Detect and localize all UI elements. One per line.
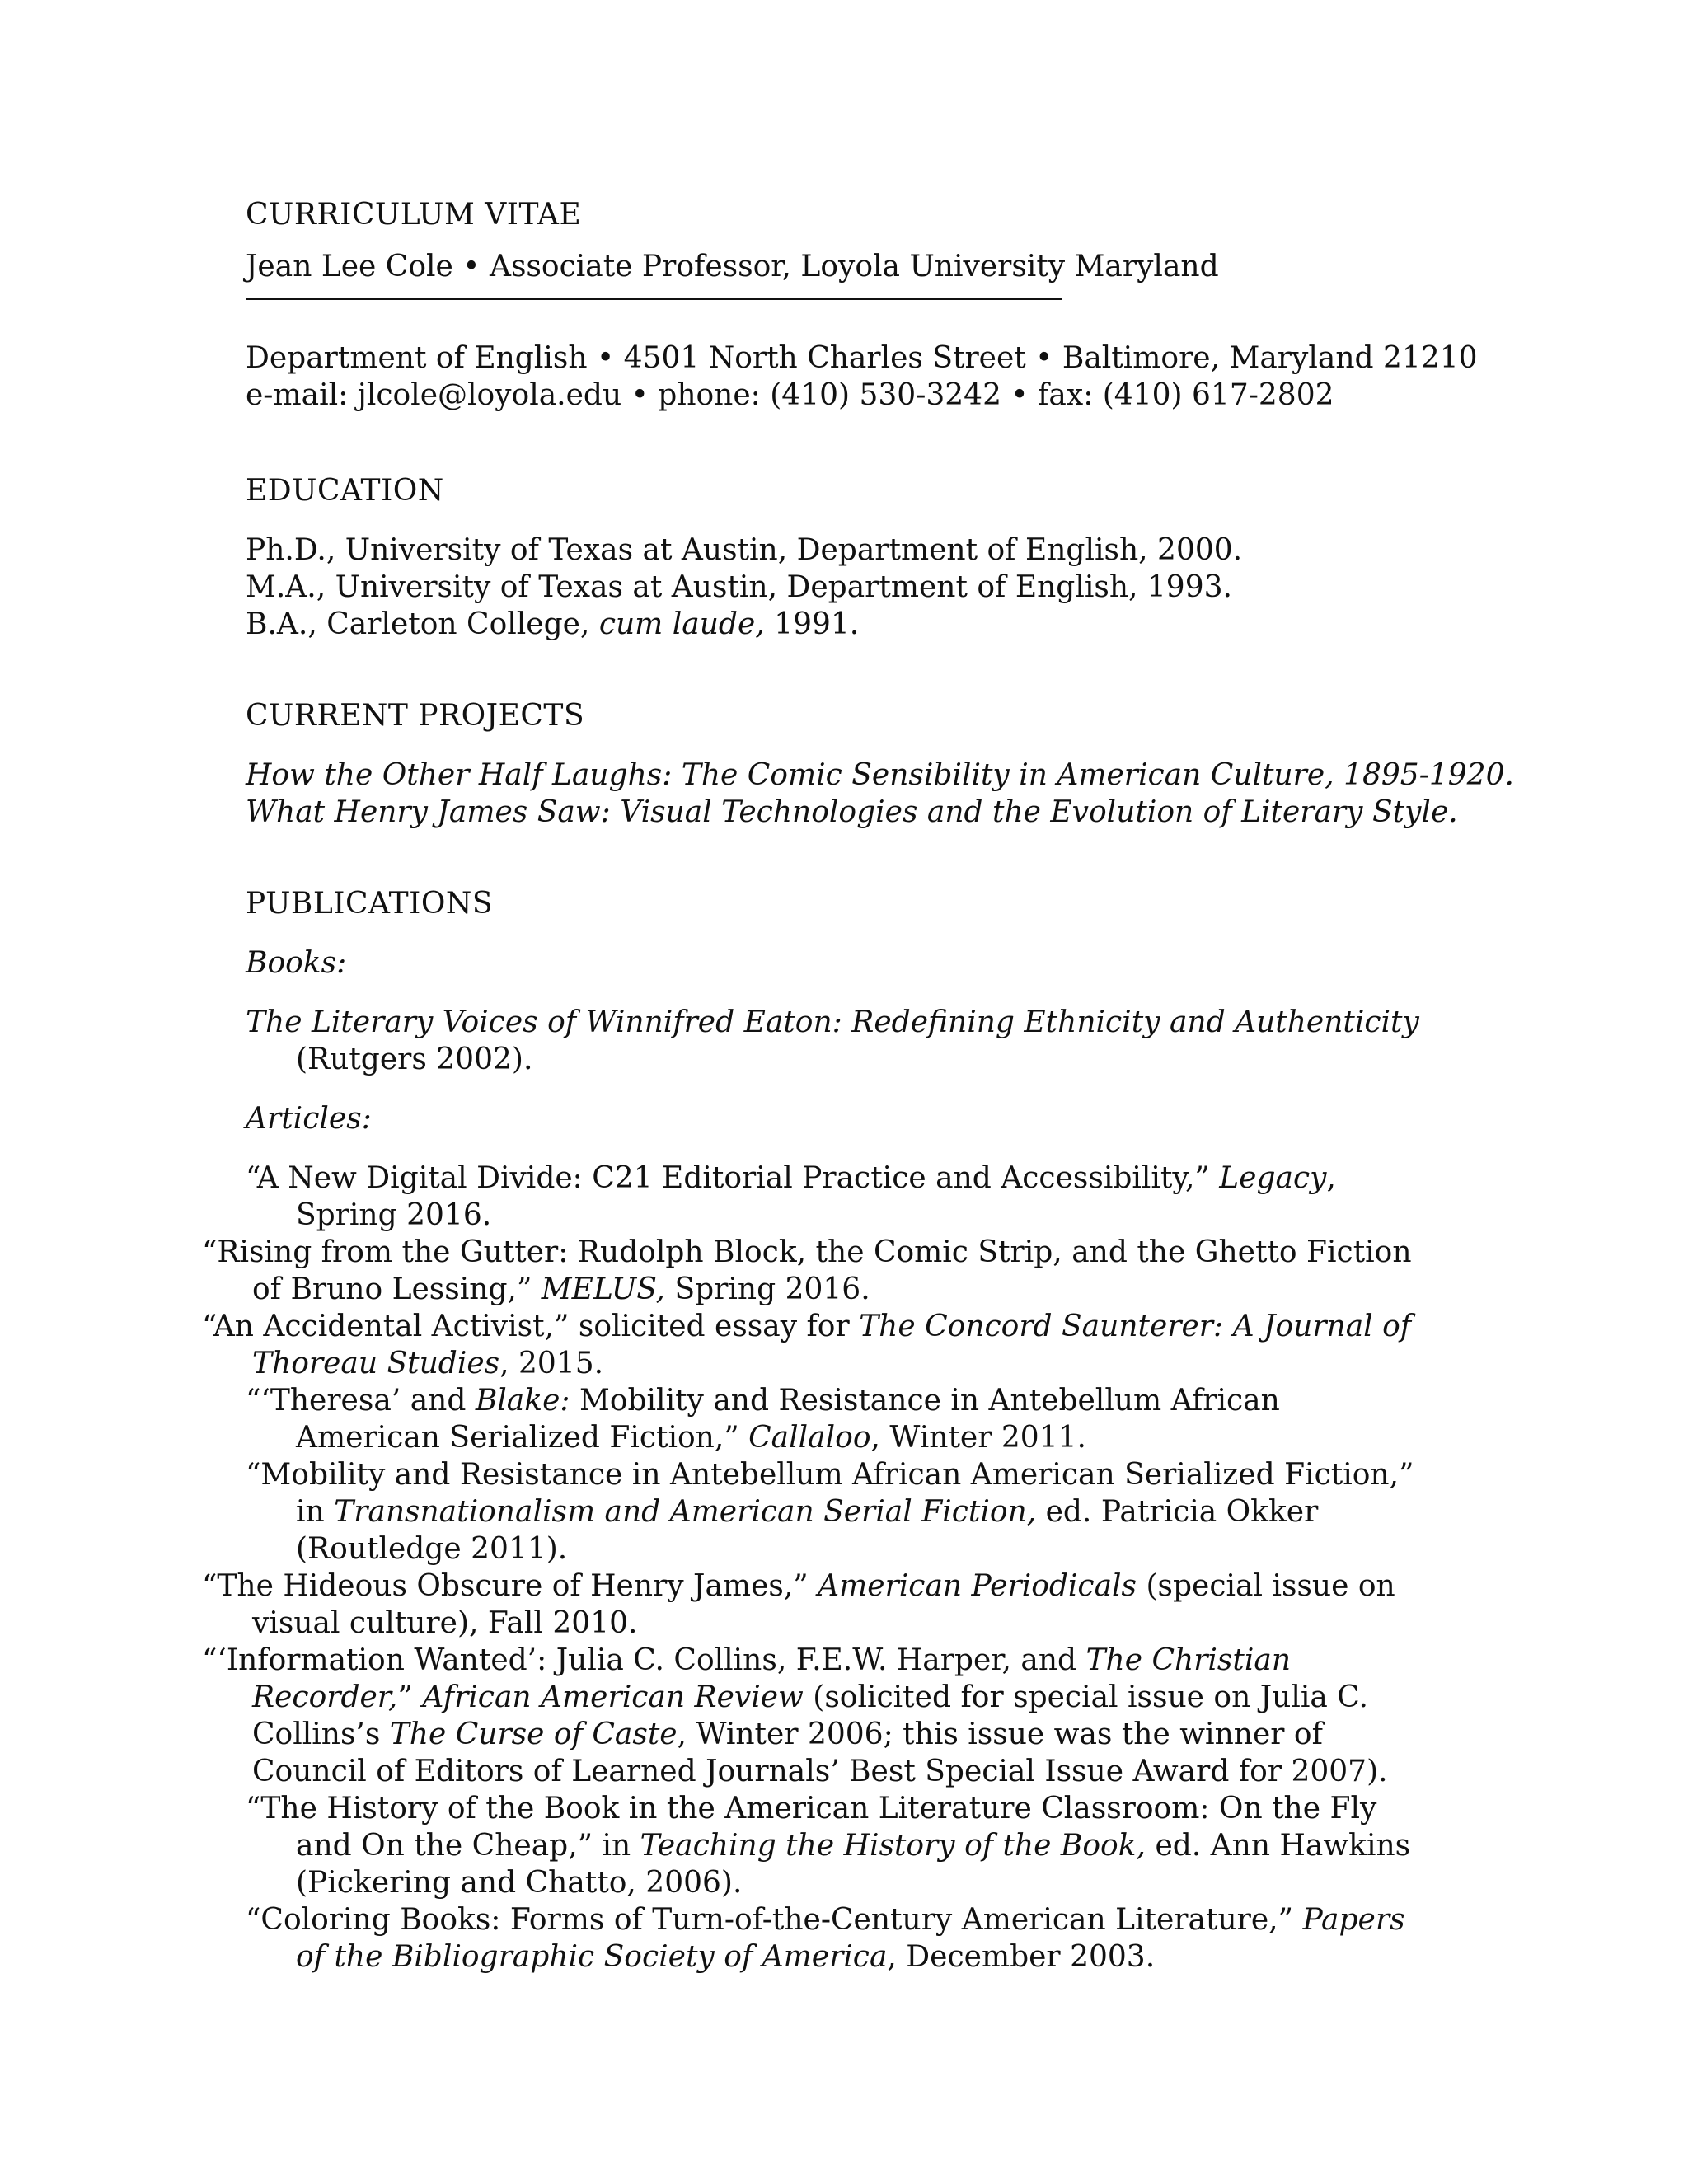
education-item: B.A., Carleton College, cum laude, 1991.	[246, 607, 860, 641]
author-name: Jean Lee Cole	[246, 250, 453, 284]
article-entry: “‘Theresa’ and Blake: Mobility and Resistance in Antebellum African American Serialized Fiction,” Callaloo, Winter 2011.	[246, 1384, 1280, 1455]
author-position: Associate Professor, Loyola University Maryland	[489, 250, 1219, 284]
education-item: Ph.D., University of Texas at Austin, Department of English, 2000.	[246, 533, 1243, 567]
article-entry: “Rising from the Gutter: Rudolph Block, the Comic Strip, and the Ghetto Fiction of Bruno Lessing,” MELUS, Spring 2016.	[202, 1235, 1412, 1306]
articles-label: Articles:	[246, 1102, 372, 1136]
article-entry: “Coloring Books: Forms of Turn-of-the-Century American Literature,” Papers of the Bibliographic Society of America, December 2003.	[246, 1903, 1405, 1974]
project-item: How the Other Half Laughs: The Comic Sensibility in American Culture, 1895-1920.	[246, 758, 1514, 792]
document-title: CURRICULUM VITAE	[246, 198, 582, 232]
education-item: M.A., University of Texas at Austin, Department of English, 1993.	[246, 570, 1232, 604]
address-line: Department of English • 4501 North Charles Street • Baltimore, Maryland 21210	[246, 341, 1478, 375]
bullet-separator: •	[452, 250, 490, 284]
article-entry: “Mobility and Resistance in Antebellum African American Serialized Fiction,” in Transnationalism and American Serial Fiction, ed. Patricia Okker (Routledge 2011).	[246, 1458, 1414, 1566]
name-position-line	[246, 248, 1432, 285]
article-entry: “The Hideous Obscure of Henry James,” American Periodicals (special issue on visual culture), Fall 2010.	[202, 1569, 1395, 1640]
education-heading: EDUCATION	[246, 474, 444, 508]
article-entry: “‘Information Wanted’: Julia C. Collins, F.E.W. Harper, and The Christian Recorder,” African American Review (solicited for special issue on Julia C. Collins’s The Curse of Caste, Winter 2006; this issue was the winner of Council of Editors of Learned Journals’ Best Special Issue Award for 2007).	[202, 1643, 1388, 1788]
article-entry: “The History of the Book in the American Literature Classroom: On the Fly and On the Cheap,” in Teaching the History of the Book, ed. Ann Hawkins (Pickering and Chatto, 2006).	[246, 1792, 1411, 1900]
projects-heading: CURRENT PROJECTS	[246, 699, 585, 733]
cv-page	[202, 196, 1514, 1975]
book-entry: The Literary Voices of Winnifred Eaton: Redefining Ethnicity and Authenticity (Rutgers 2002).	[246, 1005, 1419, 1076]
publications-heading: PUBLICATIONS	[246, 887, 493, 921]
books-label: Books:	[246, 946, 347, 980]
contact-line: e-mail: jlcole@loyola.edu • phone: (410) 530-3242 • fax: (410) 617-2802	[246, 378, 1334, 412]
project-item: What Henry James Saw: Visual Technologies and the Evolution of Literary Style.	[246, 795, 1458, 829]
article-entry: “An Accidental Activist,” solicited essay for The Concord Saunterer: A Journal of Thoreau Studies, 2015.	[202, 1310, 1412, 1380]
article-entry: “A New Digital Divide: C21 Editorial Practice and Accessibility,” Legacy, Spring 2016.	[246, 1161, 1336, 1232]
